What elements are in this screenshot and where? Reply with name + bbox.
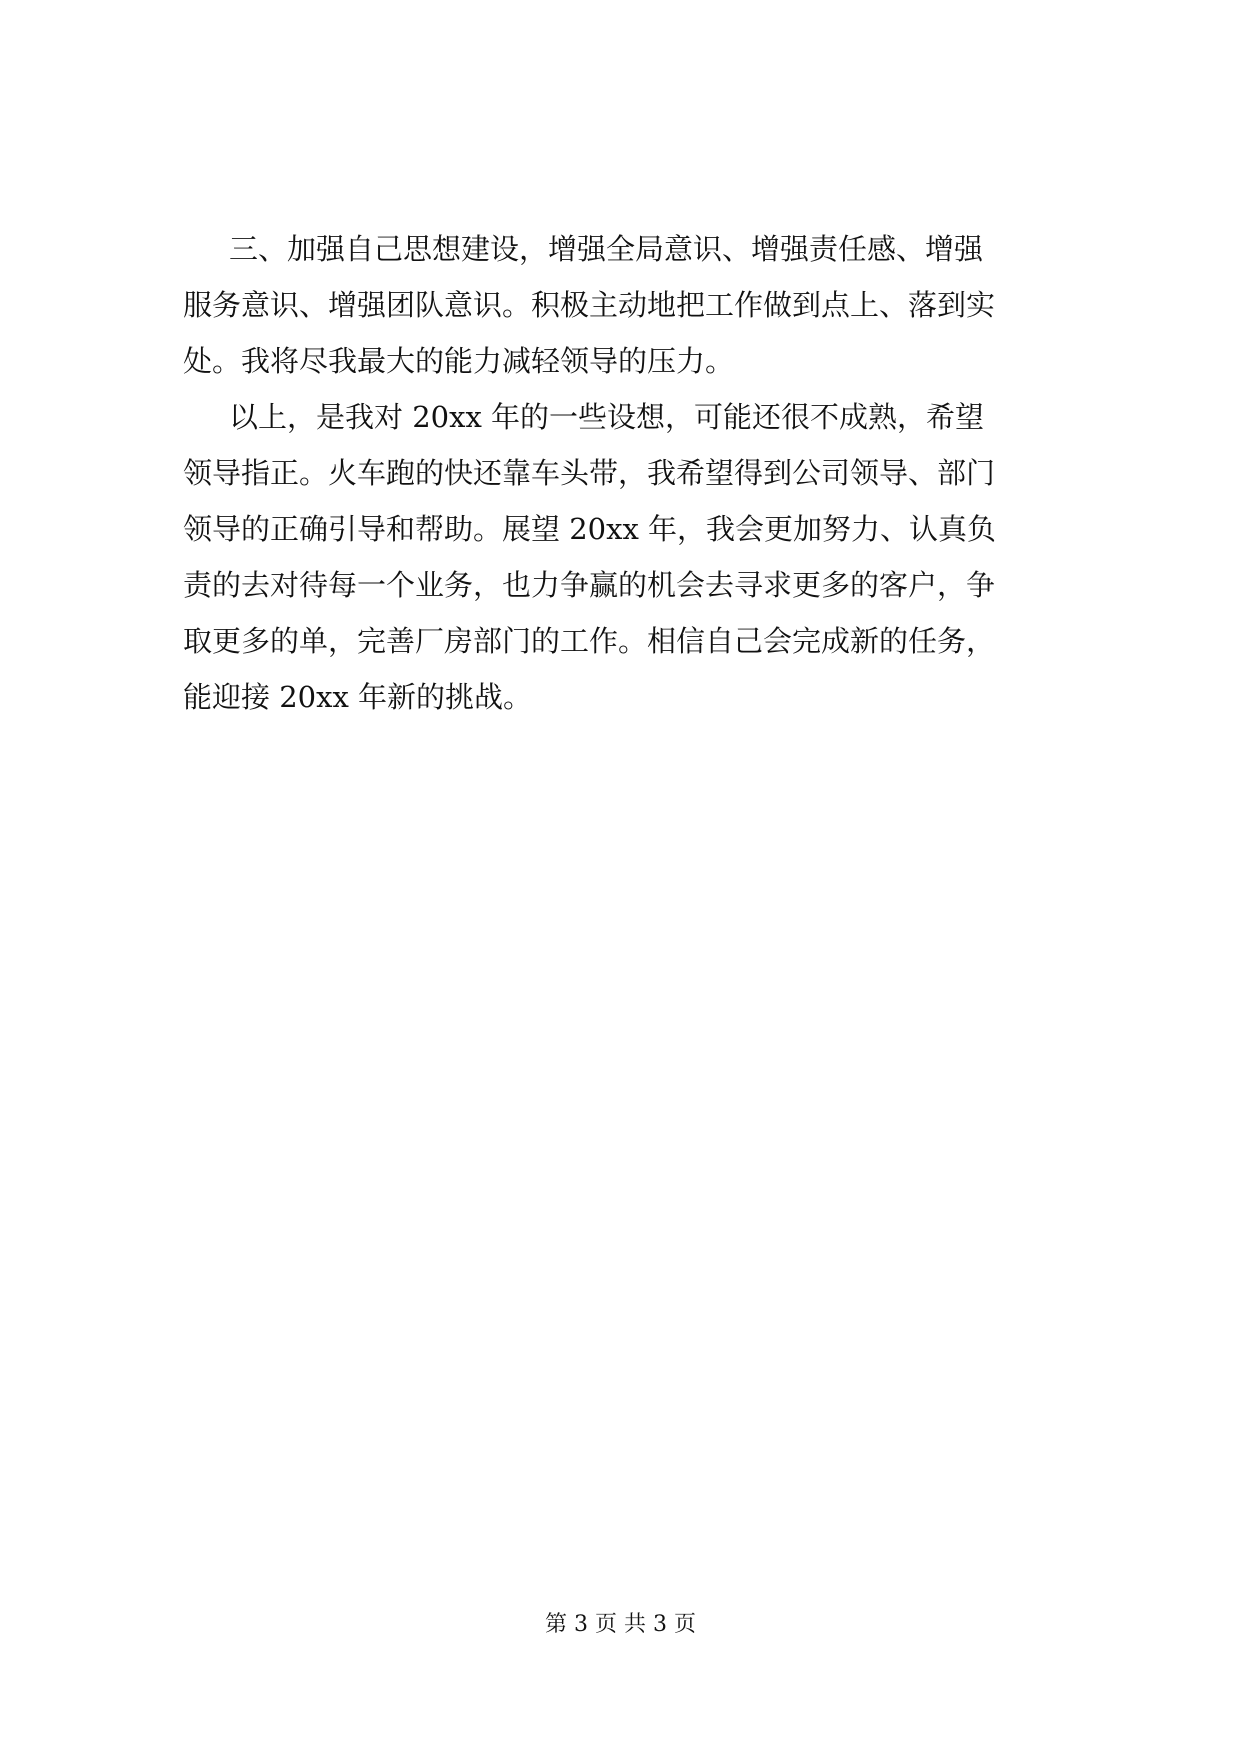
paragraph-2-line-2: 领导指正。火车跑的快还靠车头带，我希望得到公司领导、部门 xyxy=(183,456,996,490)
paragraph-2-line-4: 责的去对待每一个业务，也力争赢的机会去寻求更多的客户，争 xyxy=(183,568,996,602)
paragraph-1-line-3: 处。我将尽我最大的能力减轻领导的压力。 xyxy=(183,344,735,378)
paragraph-1-line-2: 服务意识、增强团队意识。积极主动地把工作做到点上、落到实 xyxy=(183,288,996,322)
paragraph-2-line-5: 取更多的单，完善厂房部门的工作。相信自己会完成新的任务， xyxy=(183,624,996,658)
paragraph-2-line-6: 能迎接 20xx 年新的挑战。 xyxy=(183,680,533,714)
paragraph-2-line-1: 以上，是我对 20xx 年的一些设想，可能还很不成熟，希望 xyxy=(229,400,985,434)
paragraph-1-line-1: 三、加强自己思想建设，增强全局意识、增强责任感、增强 xyxy=(229,232,984,266)
page-number-footer: 第 3 页 共 3 页 xyxy=(545,1612,696,1637)
paragraph-2-line-3: 领导的正确引导和帮助。展望 20xx 年，我会更加努力、认真负 xyxy=(183,512,997,546)
